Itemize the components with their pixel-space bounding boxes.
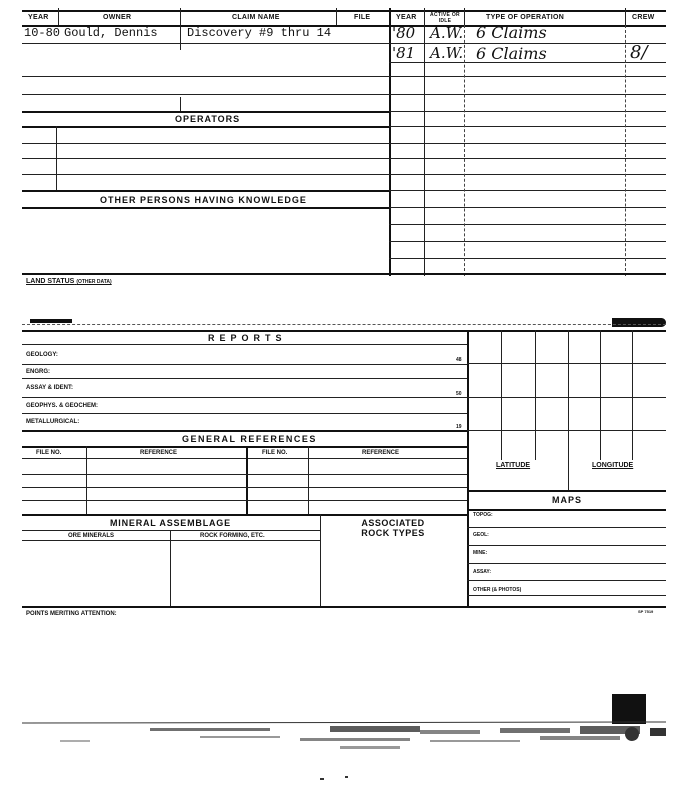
header-year-2: YEAR (396, 14, 417, 21)
operation-crew-2: 8/ (630, 42, 648, 63)
separator-mark (30, 319, 72, 323)
divider (180, 25, 181, 50)
row-line (22, 158, 389, 159)
map-other: OTHER (& PHOTOS) (473, 587, 522, 593)
center-divider (389, 8, 391, 276)
ref-file-no-1: FILE NO. (36, 450, 62, 456)
report-num-19: 19 (456, 424, 462, 430)
points-meriting-attention: POINTS MERITING ATTENTION: (26, 611, 117, 617)
row-line (22, 344, 467, 345)
section-line (22, 430, 467, 432)
scan-noise (0, 690, 678, 790)
form-code: SP 7519 (638, 609, 654, 614)
row-line (22, 458, 467, 459)
row-line (467, 527, 666, 528)
maps-heading: MAPS (552, 495, 583, 505)
other-persons-heading: OTHER PERSONS HAVING KNOWLEDGE (100, 195, 307, 205)
ref-file-no-2: FILE NO. (262, 450, 288, 456)
operators-heading: OPERATORS (175, 114, 241, 124)
grid-line (467, 363, 666, 364)
header-claim-name: CLAIM NAME (232, 14, 280, 21)
header-file: FILE (354, 14, 371, 21)
operation-type-1: 6 Claims (476, 23, 547, 42)
associated-rock-types-heading: ASSOCIATED ROCK TYPES (361, 518, 425, 538)
divider (180, 97, 181, 111)
row-line (22, 174, 389, 175)
report-num-50: 50 (456, 391, 462, 397)
row-line (22, 378, 467, 379)
land-status-heading: LAND STATUS (OTHER DATA) (26, 278, 112, 285)
section-line (22, 514, 467, 516)
row-line (22, 530, 320, 531)
divider (464, 25, 465, 276)
general-references-heading: GENERAL REFERENCES (182, 434, 317, 444)
row-line (22, 500, 467, 501)
divider (180, 8, 181, 25)
ore-minerals-heading: ORE MINERALS (68, 533, 115, 539)
separator-mark (612, 318, 666, 327)
report-engrg: ENGRG: (26, 369, 50, 375)
divider (58, 8, 59, 25)
row-line (22, 143, 389, 144)
claim-owner: Gould, Dennis (64, 26, 158, 40)
map-geol: GEOL: (473, 532, 489, 538)
row-line (22, 540, 320, 541)
latitude-label: LATITUDE (496, 462, 531, 469)
section-line (22, 126, 389, 128)
row-line (467, 595, 666, 596)
bottom-section-line (22, 606, 666, 608)
grid-line (600, 330, 601, 460)
claim-name: Discovery #9 thru 14 (187, 26, 332, 40)
row-line (22, 397, 467, 398)
grid-line (568, 330, 569, 490)
divider (625, 8, 626, 25)
mineral-assemblage-heading: MINERAL ASSEMBLAGE (110, 518, 231, 528)
report-geology: GEOLOGY: (26, 352, 58, 358)
section-line (22, 446, 467, 448)
grid-line (467, 397, 666, 398)
row-line (22, 487, 467, 488)
row-line (22, 413, 467, 414)
divider (424, 8, 425, 276)
section-line (22, 273, 666, 275)
section-line (22, 207, 389, 209)
operation-active-2: A.W. (430, 44, 464, 62)
operation-year-2: '81 (392, 44, 416, 62)
row-line (467, 580, 666, 581)
rock-forming-heading: ROCK FORMING, ETC. (200, 533, 265, 539)
divider (320, 514, 321, 606)
report-num-48: 48 (456, 357, 462, 363)
longitude-label: LONGITUDE (592, 462, 634, 469)
operation-active-1: A.W. (430, 24, 464, 42)
ref-reference-2: REFERENCE (362, 450, 400, 456)
reports-heading: REPORTS (208, 333, 287, 343)
row-line (22, 364, 467, 365)
section-line (467, 509, 666, 511)
row-line (467, 563, 666, 564)
separator-line (22, 324, 666, 325)
report-assay: ASSAY & IDENT: (26, 385, 74, 391)
header-year: YEAR (28, 14, 49, 21)
divider (308, 446, 309, 514)
operation-type-2: 6 Claims (476, 44, 547, 63)
map-assay: ASSAY: (473, 569, 492, 575)
divider (625, 25, 626, 276)
row-line (22, 43, 389, 44)
header-crew: CREW (632, 14, 655, 21)
section-line (22, 190, 389, 192)
grid-line (467, 430, 666, 431)
top-border (22, 10, 666, 12)
row-line (22, 474, 467, 475)
header-owner: OWNER (103, 14, 132, 21)
row-line (22, 76, 389, 77)
row-line (22, 94, 389, 95)
section-line (467, 490, 666, 492)
map-mine: MINE: (473, 550, 488, 556)
ref-reference-1: REFERENCE (140, 450, 178, 456)
grid-line (632, 330, 633, 460)
divider (170, 530, 171, 606)
grid-line (501, 330, 502, 460)
header-active-or-idle: ACTIVE OR IDLE (430, 12, 460, 24)
header-type-of-operation: TYPE OF OPERATION (486, 14, 565, 21)
divider (246, 446, 248, 514)
map-topog: TOPOG: (473, 512, 493, 518)
report-metallurgical: METALLURGICAL: (26, 419, 80, 425)
divider (336, 8, 337, 25)
reports-right-divider (467, 330, 469, 606)
operation-year-1: '80 (392, 24, 416, 42)
divider (86, 446, 87, 514)
report-geophys: GEOPHYS. & GEOCHEM: (26, 403, 99, 409)
grid-line (535, 330, 536, 460)
claim-year: 10-80 (24, 26, 61, 40)
row-line (467, 545, 666, 546)
divider (464, 8, 465, 25)
section-line (22, 111, 389, 113)
section-line (22, 330, 666, 332)
